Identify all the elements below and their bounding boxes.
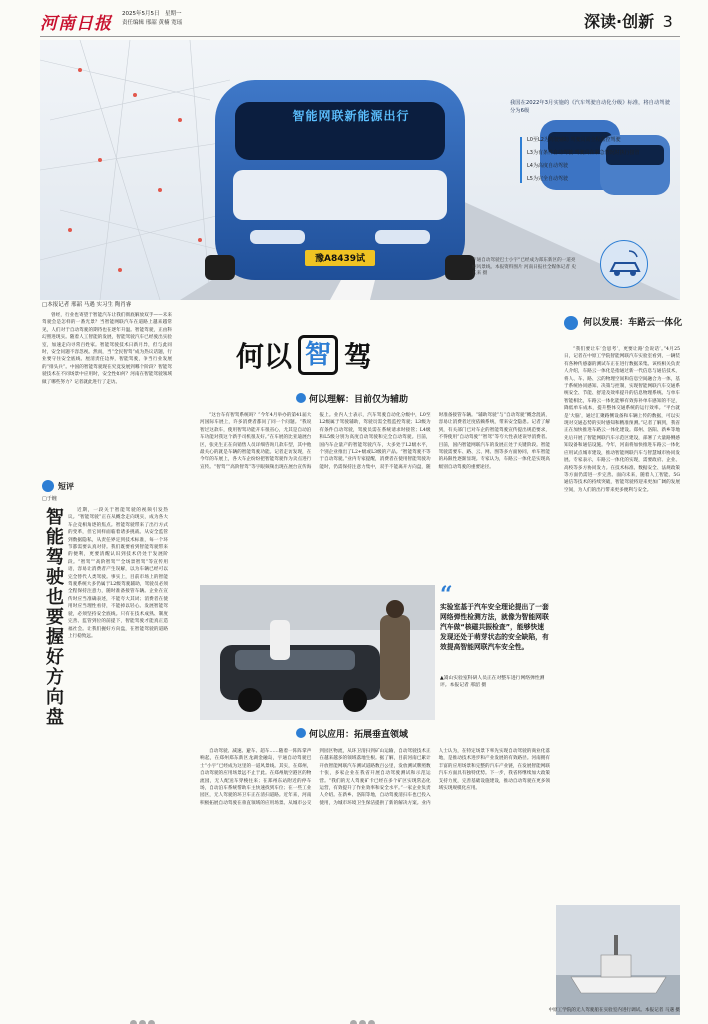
commentary-sidebar [42, 480, 192, 1005]
headline-glyph: 智 [298, 335, 338, 375]
section-title-1: 何以理解：目前仅为辅助 [309, 395, 409, 405]
smart-car-icon [600, 240, 648, 288]
footer-dot [139, 1020, 146, 1024]
page-number: 3 [662, 12, 673, 31]
section-marker-icon [564, 316, 578, 330]
masthead [0, 0, 708, 44]
comment-icon [42, 480, 54, 492]
masthead-rule [40, 36, 680, 37]
lab-photo [200, 585, 435, 720]
level-item: L5为完全自动驾驶 [527, 176, 568, 182]
commentary-tag [42, 480, 192, 492]
headline-part1: 何以 [236, 340, 293, 373]
page-footer [130, 1012, 157, 1024]
section-1-text: “这台车有智驾系统吗？”今年4月举办的第41届大河国际车展上，许多消费者都问了同一个问题。“我说智过这款车，使用智驾功能开车很省心，尤其是自动泊车功能对我这个新手司机很友好。”在车展的比亚迪展台区，张先生正在向销售人员详细咨询几款车型，其中他最关心的就是车辆的智能驾驶功能。记者走访发现，在今年的车展上，各大车企纷纷把智能驾驶作为卖点进行宣传。“智驾”“高阶智驾”等字眼频频出现在展台宣传海报上。业内人士表示，汽车驾驶自动化分级中，L0至L2级属于驾驶辅助，驾驶员需全程监控驾驶；L3级为有条件自动驾驶，驾驶员需在系统请求时接管；L4级和L5级分别为高度自动驾驶和完全自动驾驶。目前，国内车企量产的智能驾驶汽车，大多处于L2级水平，个别企业推出了L2+级或L3级的产品。“智能驾驶不等于自动驾驶。”业内专家提醒，消费者在使用智能驾驶功能时，仍需保持注意力集中，双手不能离开方向盘，随时准备接管车辆。“辅助驾驶”与“自动驾驶”概念混淆，容易让消费者过度依赖系统，带来安全隐患。记者了解到，有关部门已对车企的智能驾驶宣传提出规范要求，不得使用“自动驾驶”“智驾”等夸大性表述误导消费者。目前，国内智能网联汽车的发展正处于关键阶段。智能驾驶需要车、路、云、网、图等多方面协同，单车智能的局限性逐渐显现。专家认为，车路云一体化是实现高级别自动驾驶的重要途径。 [200, 413, 550, 470]
section-2-text: 自动驾驶、减速、避车、超车……随着一阵阵掌声响起，在郑州郑东新区龙湖金融岛，宇通自动驾驶巴士“小宇”已经成为这里的一道风景线。其实，在郑州，自动驾驶的应用场景远不止于此。在郑州航空港区的物流园，无人配送车穿梭往来；在郑州东站附近的停车场，自动泊车系统帮助车主快速找到车位；在一些工业园区，无人驾驶的环卫车正在清扫道路。近年来，河南积极拓展自动驾驶在垂直领域的应用场景。从城市公交到园区物流，从环卫清扫到矿山运输，自动驾驶技术正在越来越多的领域落地生根。据了解，目前河南已累计开放智能网联汽车测试道路数百公里，发放测试牌照数十张，多家企业在我省开展自动驾驶测试和示范运营。“我们的无人驾驶矿卡已经在多个矿区实现常态化运营，有效提升了作业效率和安全水平。”一家企业负责人介绍。在新乡、洛阳等地，自动驾驶清扫车也已投入使用，为城市环境卫生保洁提供了新的解决方案。业内人士认为，在特定场景下率先实现自动驾驶的商业化落地，是推动技术进步和产业发展的有效路径。河南拥有丰富的应用场景和完整的汽车产业链，在发展智能网联汽车方面具有独特优势。下一步，我省将继续加大政策支持力度，完善基础设施建设，推动自动驾驶在更多领域实现规模化应用。 [200, 749, 550, 806]
footer-dot [368, 1020, 375, 1024]
section-heading-3 [564, 312, 683, 331]
section-marker-icon [296, 728, 306, 738]
commentary-tag-label: 短评 [58, 481, 74, 491]
level-item: L0至L2为驾驶辅助 驾驶员需全程监控驾驶 [527, 137, 621, 143]
vessel-photo-caption: 中原工学院的无人驾驶船在实验室内进行调试。本报记者 马遇 摄 [548, 1008, 680, 1013]
pull-quote [440, 582, 550, 652]
issue-date: 2025年5月5日 星期一 [122, 11, 182, 17]
quote-mark-icon: “ [440, 582, 453, 608]
footer-dot [130, 1020, 137, 1024]
article-byline: □本报记者 邢韶 马遇 实习生 陶肖睿 [42, 302, 132, 308]
level-item: L3为有条件自动驾驶 驾驶员在紧急情况时执行接管 [527, 150, 640, 156]
section-heading-2 [296, 727, 408, 740]
hero-illustration [40, 40, 680, 300]
footer-dot [148, 1020, 155, 1024]
footer-dot [350, 1020, 357, 1024]
vessel-photo [556, 905, 680, 1015]
levels-list [520, 137, 670, 183]
page-footer [350, 1012, 377, 1024]
levels-panel [510, 100, 670, 183]
levels-intro: 我国在2022年3月实施的《汽车驾驶自动化分级》标准，将自动驾驶分为6级 [510, 100, 670, 114]
quote-text: 实验室基于汽车安全理论提出了一套网络弹性检测方法，就像为智能网联汽车做“核磁共振检查”，能够快速发现还处于萌芽状态的安全缺陷，有效提高智能网联汽车安全性。 [440, 603, 549, 651]
footer-dot [359, 1020, 366, 1024]
section-marker-icon [296, 393, 306, 403]
commentary-author: □于缠 [42, 496, 57, 502]
hero-photo-caption: 宇通自动驾驶巴士小宇“已经成为郑东新区的一道亮丽风景线。本报资料图片 河南日报社全媒体记者 史长来 摄 [472, 258, 576, 276]
editors-line: 责任编辑 邢韶 黄楠 宽瑶 [122, 20, 183, 26]
intro-text: 曾经，行业也寄望于智能汽车让我们彻底解放双手——未来驾驶会是怎样的一番光景？当智能网联汽车在道路上越来越常见，人们对于自动驾驶的期待也在逐年升温。智能驾驶，正由科幻照进现实。随着人工智能的发展，智能驾驶汽车已经驶出实验室，加速走向寻常百姓家。智能驾驶技术日新月异，但与此同时，安全问题不容忽视。然而，当“全民智驾”成为热议话题，行业要守住安全底线、厘清责任边界，智能驾驶，争当行业发展的“排头兵”。中国的智能驾驶现在究竟发展到哪个阶段？智能驾驶技术在不同场景中应用时，安全性如何？河南在智能驾驶领域做了哪些努力？记者就此进行了走访。 [42, 313, 172, 385]
license-plate: 豫A8439试 [314, 254, 365, 264]
lab-photo-caption: ▲嵩山实验室科研人员正在对整车进行网络弹性测评。本报记者 邢韶 摄 [440, 676, 545, 688]
headline [236, 330, 372, 380]
section-title-2: 何以应用：拓展垂直领域 [309, 730, 409, 740]
section-title-3: 何以发展：车路云一体化 [583, 317, 683, 328]
vessel-scene [556, 905, 680, 1015]
section-label [584, 9, 673, 32]
bus-destination-display: 智能网联新能源出行 [292, 109, 410, 123]
commentary-text: 近期，一段关于智能驾驶的视频引发热议。“智能驾驶”正在从概念走向现实，成为各大车企竞相角逐的焦点。智能驾驶带来了出行方式的变革，但它同样面临着诸多挑战。从安全监管到数据隐私，从责任界定到技术标准，每一个环节都需要认真对待。我们既要看到智能驾驶带来的便利，更要清醒认识到技术仍处于发展阶段。“智驾”“高阶智驾”“全场景智驾”等宣传用语，容易让消费者产生误解，以为车辆已经可以完全替代人类驾驶。事实上，目前市场上的智能驾驶系统大多仍属于L2级驾驶辅助，驾驶员必须全程保持注意力，随时准备接管车辆。企业在宣传时应当准确表述，不能夸大其词；消费者在使用时应当理性看待，不能掉以轻心。发展智能驾驶，必须坚持安全底线。只有在技术成熟、制度完善、监管到位的前提下，智能驾驶才能真正造福社会。让我们握好方向盘，在智能驾驶的道路上行稳致远。 [68, 508, 168, 639]
commentary-title: 智能驾驶也要握好方向盘 [43, 507, 64, 727]
lab-scene [200, 585, 435, 720]
headline-part2: 驾 [344, 340, 373, 373]
newspaper-logo: 河南日报 [40, 14, 112, 34]
level-item: L4为高度自动驾驶 [527, 163, 568, 169]
section-heading-1 [296, 392, 408, 405]
section-name: 深读·创新 [584, 12, 655, 31]
section-3-text: “我们要让车‘会思考’，更要让路‘会说话’。”4月25日，记者在中原工学院智能网联汽车实验室看到，一辆装有各种传感器的测试车正在进行数据采集。该校相关负责人介绍，车路云一体化是指通过新一代信息与通信技术，将人、车、路、云的物理空间和信息空间融合为一体，基于系统协同感知、决策与控制，实现智能网联汽车交通系统安全、节能、舒适及效率提升的信息物理系统。与单车智能相比，车路云一体化能够有效弥补单车感知的不足，降低单车成本，提升整体交通系统的运行效率。“平台就是‘大脑’，通过汇聚路侧设备和车辆上传的数据，可以实现对交通态势的实时感知和精准预测。”记者了解到，我省正在加快推进车路云一体化建设。郑州、洛阳、新乡等地先后开展了智能网联汽车示范区建设，部署了大量路侧感知设备和通信设施。今年，河南将加快推进车路云一体化应用试点城市建设，推动智能网联汽车与智慧城市协同发展。专家表示，车路云一体化的实现，需要政府、企业、高校等多方协同发力。在技术标准、数据安全、法规政策等方面仍需进一步完善。面向未来，随着人工智能、5G通信等技术的持续突破，智能驾驶将迎来更加广阔的发展空间，为人们的出行带来更多便利与安全。 [564, 347, 680, 493]
